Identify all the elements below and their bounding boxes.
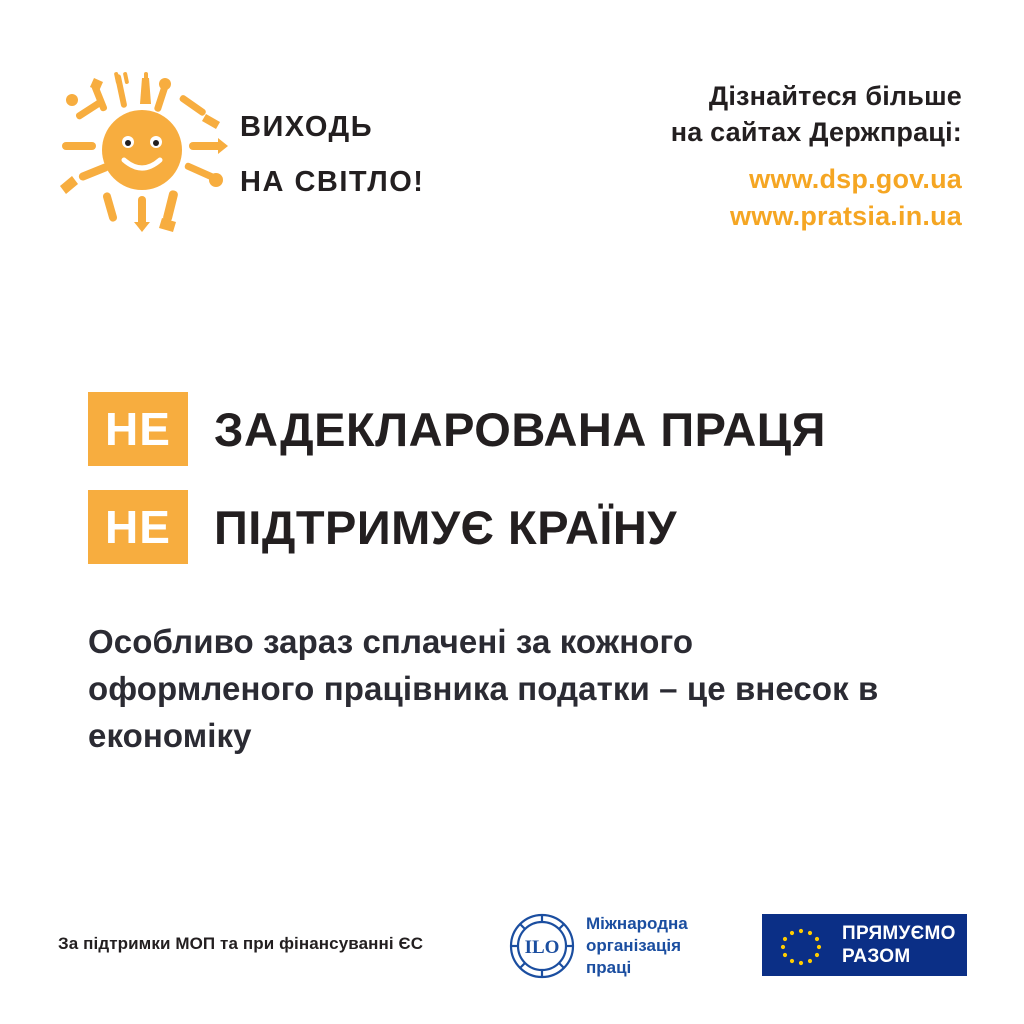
sun-with-tools-icon [58, 72, 228, 232]
footer [0, 906, 1024, 986]
eu-slogan [842, 922, 956, 968]
ilo-name-line-1: Міжнародна [586, 914, 688, 933]
ilo-name-line-2: організація [586, 936, 682, 955]
slogan-line-1: ВИХОДЬ [240, 111, 374, 143]
ilo-logo [508, 906, 738, 986]
support-note: За підтримки МОП та при фінансуванні ЄС [58, 934, 424, 953]
ne-badge-2: НЕ [88, 490, 188, 564]
ne-badge-1: НЕ [88, 392, 188, 466]
contacts-heading-line-1: Дізнайтеся більше [708, 81, 962, 111]
ilo-emblem-icon [508, 912, 576, 980]
main-message [88, 392, 968, 759]
headline-row-1 [88, 392, 968, 466]
contacts-block [442, 78, 962, 235]
headline-text-1: ЗАДЕКЛАРОВАНА ПРАЦЯ [214, 402, 826, 456]
eu-flag-icon [770, 922, 832, 968]
website-link-pratsia[interactable]: www.pratsia.in.ua [730, 201, 962, 231]
eu-slogan-line-1: ПРЯМУЄМО [842, 923, 956, 944]
eu-slogan-line-2: РАЗОМ [842, 946, 911, 967]
supporting-text: Особливо зараз сплачені за кожного оформленого працівника податки – це внесок в економіку [88, 623, 879, 754]
ilo-name [586, 913, 688, 979]
contacts-heading-line-2: на сайтах Держпраці: [670, 117, 962, 147]
slogan-line-2: НА СВІТЛО! [240, 166, 425, 198]
headline-text-2: ПІДТРИМУЄ КРАЇНУ [214, 500, 678, 554]
ilo-name-line-3: праці [586, 958, 632, 977]
website-link-dsp[interactable]: www.dsp.gov.ua [749, 164, 962, 194]
brand-logo [58, 72, 488, 232]
svg-text:ILO: ILO [524, 937, 560, 958]
eu-logo [762, 914, 967, 976]
header [0, 0, 1024, 250]
headline-row-2 [88, 490, 968, 564]
